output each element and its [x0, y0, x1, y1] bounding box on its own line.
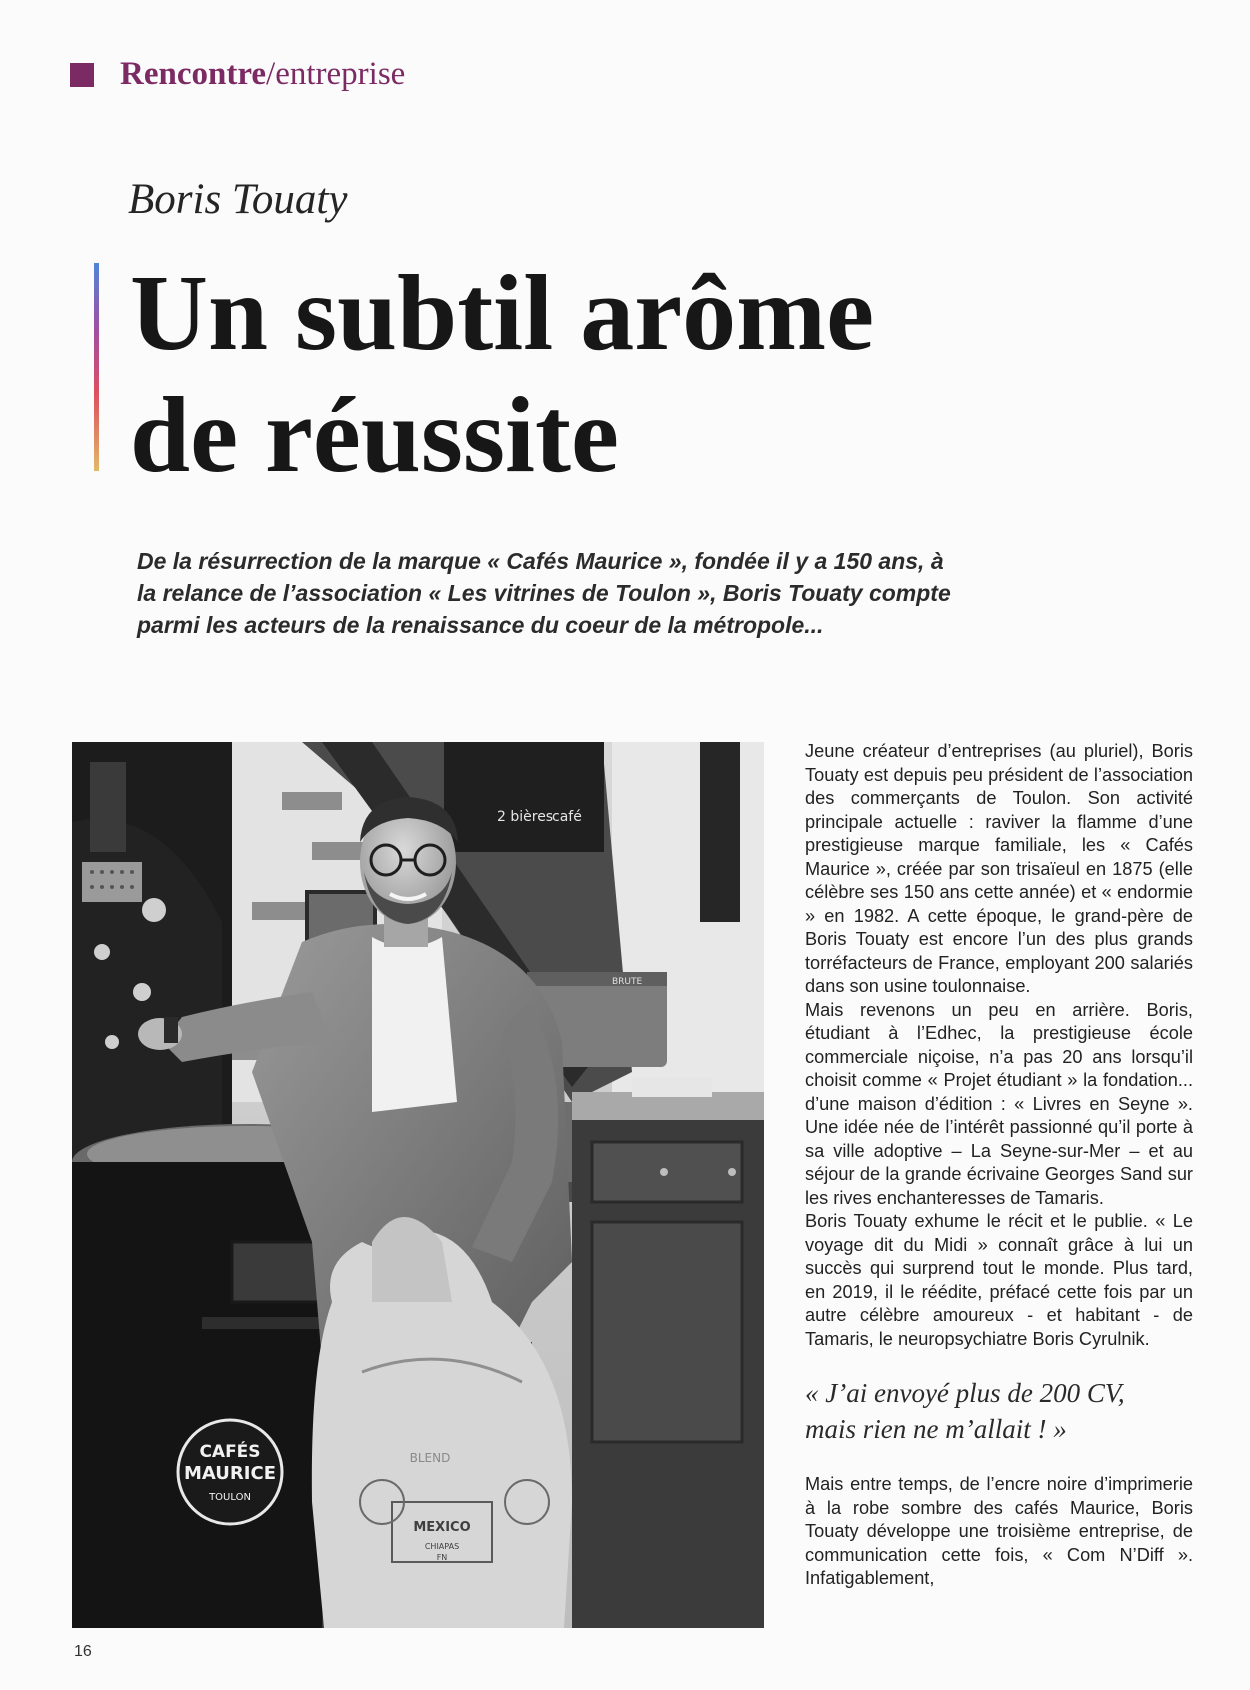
badge-line-1: CAFÉS: [199, 1442, 261, 1462]
portrait-photo: [72, 742, 764, 1628]
section-rubric: [70, 56, 405, 93]
lead-line-1: De la résurrection de la marque « Cafés Maurice », fondée il y a 150 ans, à: [137, 548, 944, 574]
lead-line-3: parmi les acteurs de la renaissance du coeur de la métropole...: [137, 612, 824, 638]
article-lead: [137, 545, 1037, 641]
badge-line-3: TOULON: [209, 1492, 251, 1503]
chalkboard-text-1: 2 bières: [497, 809, 554, 825]
sack-label-4: BLEND: [409, 1451, 451, 1465]
rubric-separator: /: [266, 56, 276, 92]
lead-line-2: la relance de l’association « Les vitrines de Toulon », Boris Touaty compte: [137, 580, 951, 606]
rubric-square-icon: [70, 63, 94, 87]
sack-label-2: CHIAPAS: [424, 1542, 460, 1551]
headline-accent-bar: [94, 263, 99, 471]
chalkboard-text-2: café: [552, 809, 582, 825]
bin-label: BRUTE: [612, 977, 643, 987]
headline-line-1: Un subtil arôme: [130, 254, 875, 373]
body-paragraph-2: Mais revenons un peu en arrière. Boris, étudiant à l’Edhec, la prestigieuse école commerciale niçoise, n’a pas 20 ans lorsqu’il choisit comme « Projet étudiant » la fondation... d’une maison d’édition : « Livres en Seyne ». Une idée née de l’intérêt passionné qu’il porte à sa ville adoptive – La Seyne-sur-Mer – et au séjour de la grande écrivaine Georges Sand sur les rives enchanteresses de Tamaris.: [805, 999, 1193, 1208]
headline-line-2: de réussite: [130, 376, 619, 495]
coffee-roaster-portrait-image: [72, 742, 764, 1628]
sack-label-3: FN: [436, 1553, 448, 1562]
body-paragraph-1: Jeune créateur d’entreprises (au pluriel), Boris Touaty est depuis peu président de l’association des commerçants de Toulon. Son activité principale actuelle : raviver la flamme d’une prestigieuse marque familiale, les « Cafés Maurice », créée par son trisaïeul en 1875 (elle célèbre ses 150 ans cette année) et « endormie » en 1982. A cette époque, le grand-père de Boris Touaty est encore l’un des plus grands torréfacteurs de France, employant 200 salariés dans son usine toulonnaise.: [805, 741, 1193, 996]
subject-name: Boris Touaty: [128, 176, 348, 223]
article-headline: [130, 253, 1030, 497]
rubric-main-label: Rencontre: [120, 56, 267, 92]
pull-quote-line-1: « J’ai envoyé plus de 200 CV,: [805, 1378, 1125, 1408]
body-paragraph-4: Mais entre temps, de l’encre noire d’imprimerie à la robe sombre des cafés Maurice, Boris Touaty développe une troisième entreprise, de communication cette fois, « Com N’Diff ». Infatigablement,: [805, 1474, 1193, 1588]
page-number: 16: [74, 1643, 92, 1660]
pull-quote-line-2: mais rien ne m’allait ! »: [805, 1414, 1067, 1444]
badge-line-2: MAURICE: [184, 1463, 276, 1484]
rubric-sub-label: entreprise: [275, 56, 406, 92]
body-paragraph-3: Boris Touaty exhume le récit et le publie. « Le voyage dit du Midi » connaît grâce à lui un succès qui surprend tout le monde. Plus tard, en 2019, il le réédite, préfacé cette fois par un autre célèbre amoureux - et habitant - de Tamaris, le neuropsychiatre Boris Cyrulnik.: [805, 1211, 1193, 1349]
sack-label-1: MEXICO: [413, 1520, 471, 1535]
article-body: [805, 740, 1193, 1591]
pull-quote: [805, 1375, 1193, 1447]
